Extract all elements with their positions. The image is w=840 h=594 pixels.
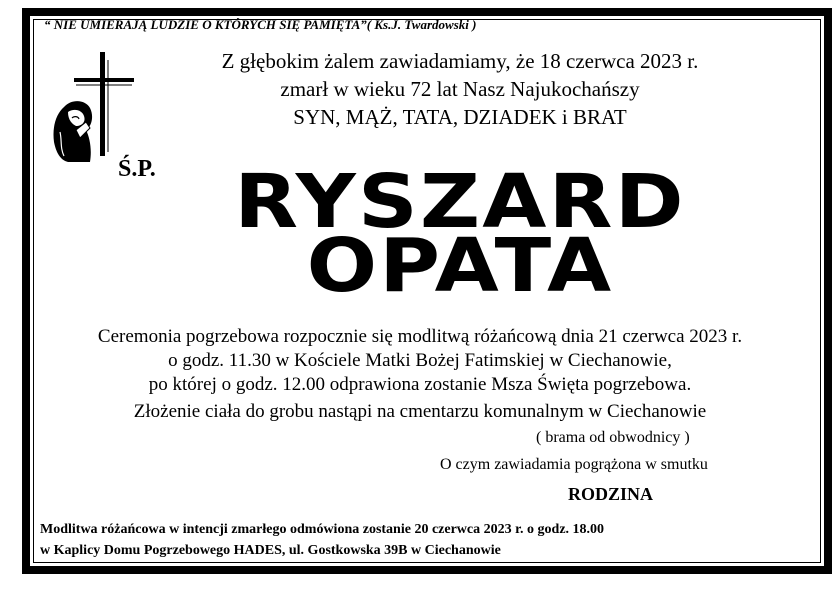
rosary-prayer-line-2: w Kaplicy Domu Pogrzebowego HADES, ul. Gostkowska 39B w Ciechanowie bbox=[40, 543, 501, 558]
announcement-line-1: Z głębokim żalem zawiadamiamy, że 18 czerwca 2023 r. bbox=[221, 49, 699, 73]
ceremony-line-2: o godz. 11.30 w Kościele Matki Bożej Fatimskiej w Ciechanowie, bbox=[168, 350, 672, 371]
printer-footer bbox=[38, 576, 467, 592]
notification-line: O czym zawiadamia pogrążona w smutku bbox=[440, 456, 708, 473]
ceremony-line-1: Ceremonia pogrzebowa rozpocznie się modlitwą różańcową dnia 21 czerwca 2023 r. bbox=[97, 326, 743, 347]
cross-with-praying-figure-icon bbox=[46, 52, 146, 162]
epigraph-quote: “ NIE UMIERAJĄ LUDZIE O KTÓRYCH SIĘ PAMIĘTA”( Ks.J. Twardowski ) bbox=[44, 17, 477, 32]
footer-company: "HADES" bbox=[126, 576, 190, 591]
footer-printer-contact: R.Żurawski tel. 023 672 14 88, 662 198 820 bbox=[217, 576, 468, 591]
announcement-line-2: zmarł w wieku 72 lat Nasz Najukochańszy bbox=[280, 77, 640, 101]
relations-line: SYN, MĄŻ, TATA, DZIADEK i BRAT bbox=[293, 105, 627, 129]
deceased-first-name: RYSZARD bbox=[234, 159, 686, 245]
ceremony-line-3: po której o godz. 12.00 odprawiona zostanie Msza Święta pogrzebowa. bbox=[148, 374, 692, 395]
rosary-prayer-line-1: Modlitwa różańcowa w intencji zmarłego odmówiona zostanie 20 czerwca 2023 r. o godz. 18.00 bbox=[40, 522, 605, 537]
footer-label: DRUK: Z.U.P. bbox=[38, 576, 121, 591]
deceased-last-name: OPATA bbox=[306, 223, 614, 309]
burial-line: Złożenie ciała do grobu nastąpi na cmentarzu komunalnym w Ciechanowie bbox=[133, 401, 707, 422]
family-signature: RODZINA bbox=[568, 484, 654, 504]
sp-prefix: Ś.P. bbox=[118, 156, 156, 182]
cemetery-gate-note: ( brama od obwodnicy ) bbox=[536, 429, 690, 446]
